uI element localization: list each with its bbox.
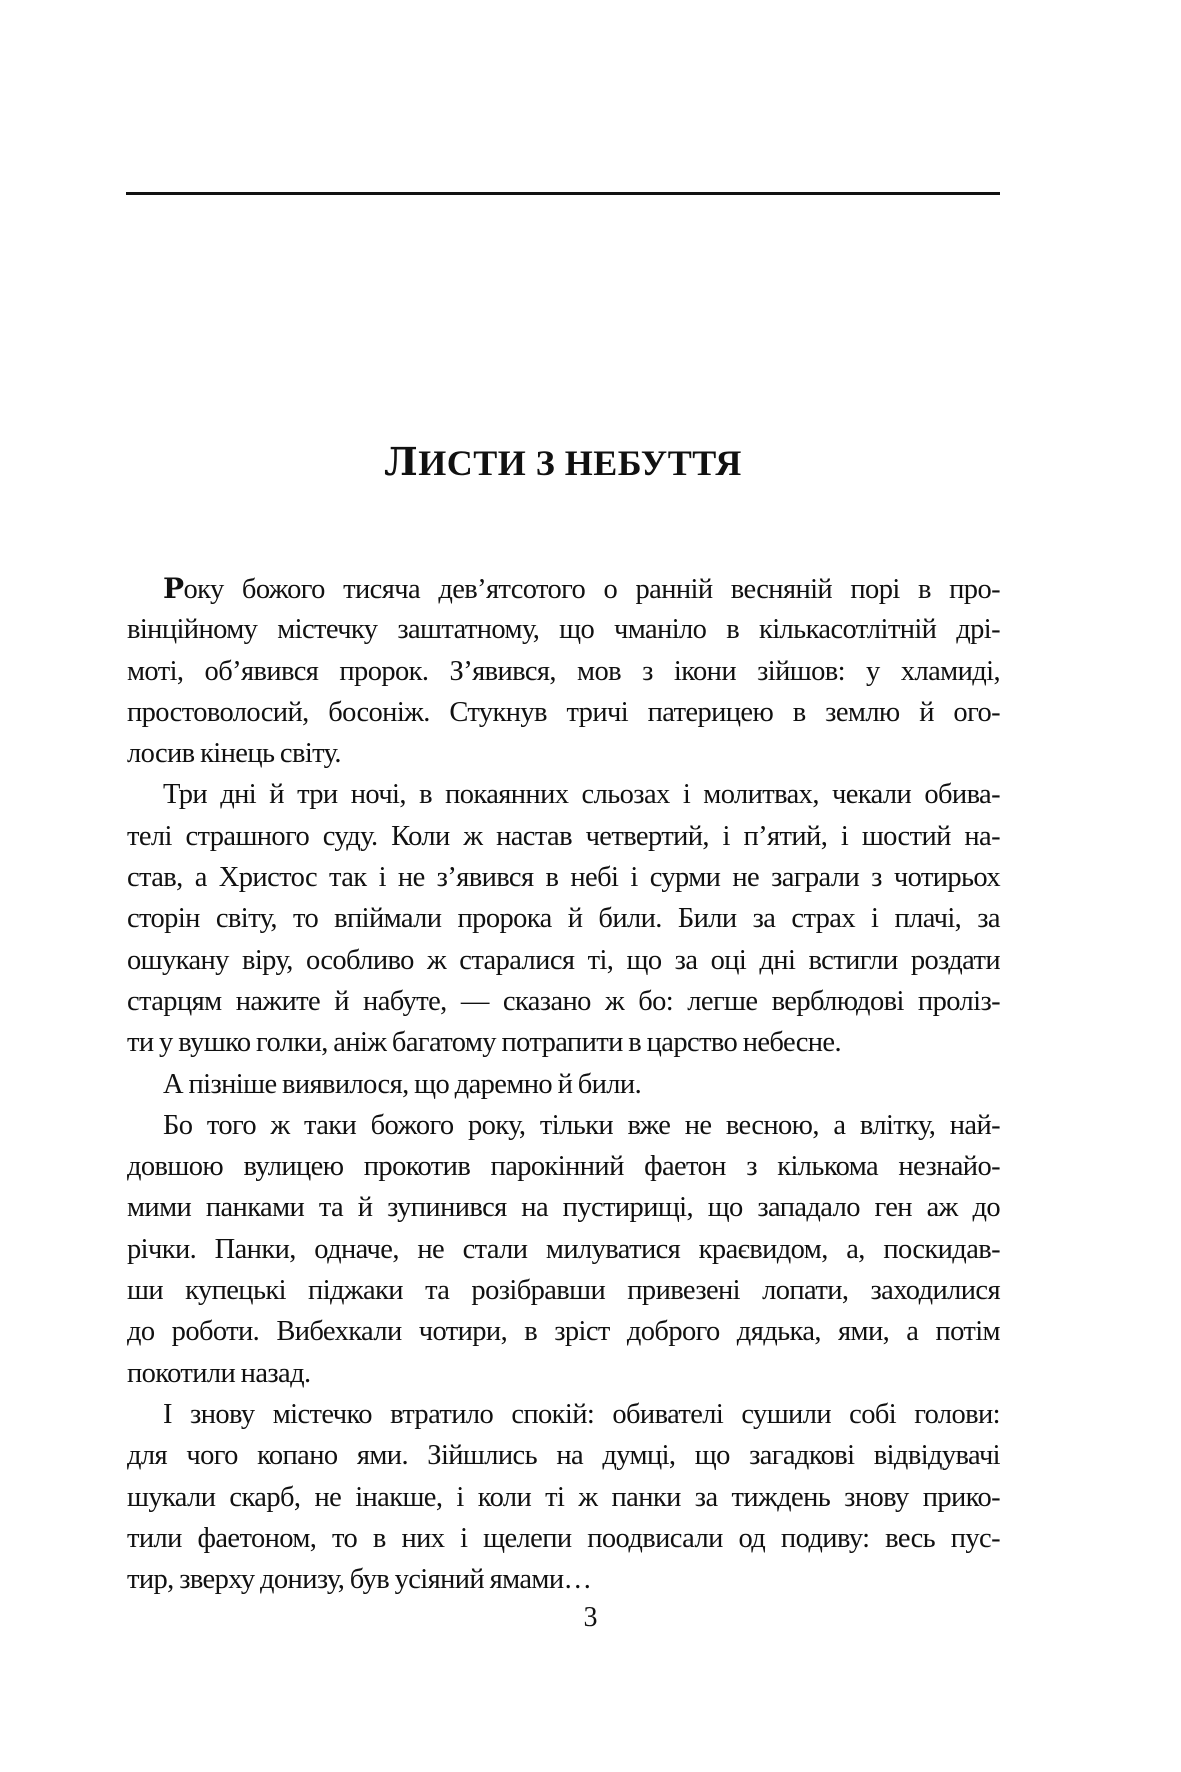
body-text bbox=[127, 568, 1000, 1600]
text-line: мими панками та й зупинився на пустирищі, що западало ген аж до bbox=[127, 1192, 1000, 1224]
paragraph bbox=[127, 1064, 1000, 1105]
text-line: А пізніше виявилося, що даремно й били. bbox=[163, 1068, 642, 1100]
chapter-title-text: ИСТИ З НЕБУТТЯ bbox=[418, 443, 742, 483]
text-line: Року божого тисяча дев’ятсотого о ранній весняній порі в про- bbox=[163, 572, 1000, 605]
text-line: ошукану віру, особливо ж старалися ті, що за оці дні встигли роздати bbox=[127, 944, 1000, 976]
text-line: простоволосий, босоніж. Стукнув тричі патерицею в землю й ого- bbox=[127, 696, 1000, 728]
text-line: довшою вулицею прокотив парокінний фаетон з кількома незнайо- bbox=[127, 1151, 1000, 1183]
top-rule bbox=[126, 192, 1000, 195]
chapter-title-initial: Л bbox=[384, 439, 419, 484]
text-line: до роботи. Вибехкали чотири, в зріст доброго дядька, ями, а потім bbox=[127, 1316, 1000, 1348]
paragraph bbox=[127, 568, 1000, 774]
text-line: шукали скарб, не інакше, і коли ті ж панки за тиждень знову прико- bbox=[127, 1481, 1000, 1513]
decorative-initial: Р bbox=[163, 572, 184, 605]
paragraph bbox=[127, 1105, 1000, 1394]
text-line: моті, об’явився пророк. З’явився, мов з ікони зійшов: у хламиді, bbox=[127, 655, 1000, 687]
text-line: лосив кінець світу. bbox=[127, 738, 341, 770]
text-line: Бо того ж таки божого року, тільки вже не весною, а влітку, най- bbox=[163, 1109, 1000, 1141]
page-number: 3 bbox=[583, 1602, 598, 1633]
text-line: Три дні й три ночі, в покаянних сльозах і молитвах, чекали обива- bbox=[163, 779, 1000, 811]
paragraph bbox=[127, 774, 1000, 1063]
text-line: тили фаетоном, то в них і щелепи поодвисали од подиву: весь пус- bbox=[127, 1522, 1000, 1554]
text-line: покотили назад. bbox=[127, 1357, 311, 1389]
text-line: став, а Христос так і не з’явився в небі і сурми не заграли з чотирьох bbox=[127, 862, 1000, 894]
text-line: ти у вушко голки, аніж багатому потрапити в царство небесне. bbox=[127, 1027, 841, 1059]
text-line: вінційному містечку заштатному, що чманіло в кількасотлітній дрі- bbox=[127, 614, 1000, 646]
text-line: річки. Панки, одначе, не стали милуватися краєвидом, а, поскидав- bbox=[127, 1233, 1000, 1265]
text-line: І знову містечко втратило спокій: обивателі сушили собі голови: bbox=[163, 1398, 1000, 1430]
paragraph bbox=[127, 1394, 1000, 1600]
text-line: телі страшного суду. Коли ж настав четвертий, і п’ятий, і шостий на- bbox=[127, 820, 1000, 852]
text-line: для чого копано ями. Зійшлись на думці, що загадкові відвідувачі bbox=[127, 1440, 1000, 1472]
chapter-title bbox=[126, 438, 1000, 487]
text-line: сторін світу, то впіймали пророка й били. Били за страх і плачі, за bbox=[127, 903, 1000, 935]
text-line: ши купецькі піджаки та розібравши привезені лопати, заходилися bbox=[127, 1275, 1000, 1307]
text-line: тир, зверху донизу, був усіяний ямами… bbox=[127, 1564, 592, 1596]
text-line: старцям нажите й набуте, — сказано ж бо: легше верблюдові проліз- bbox=[127, 985, 1000, 1017]
